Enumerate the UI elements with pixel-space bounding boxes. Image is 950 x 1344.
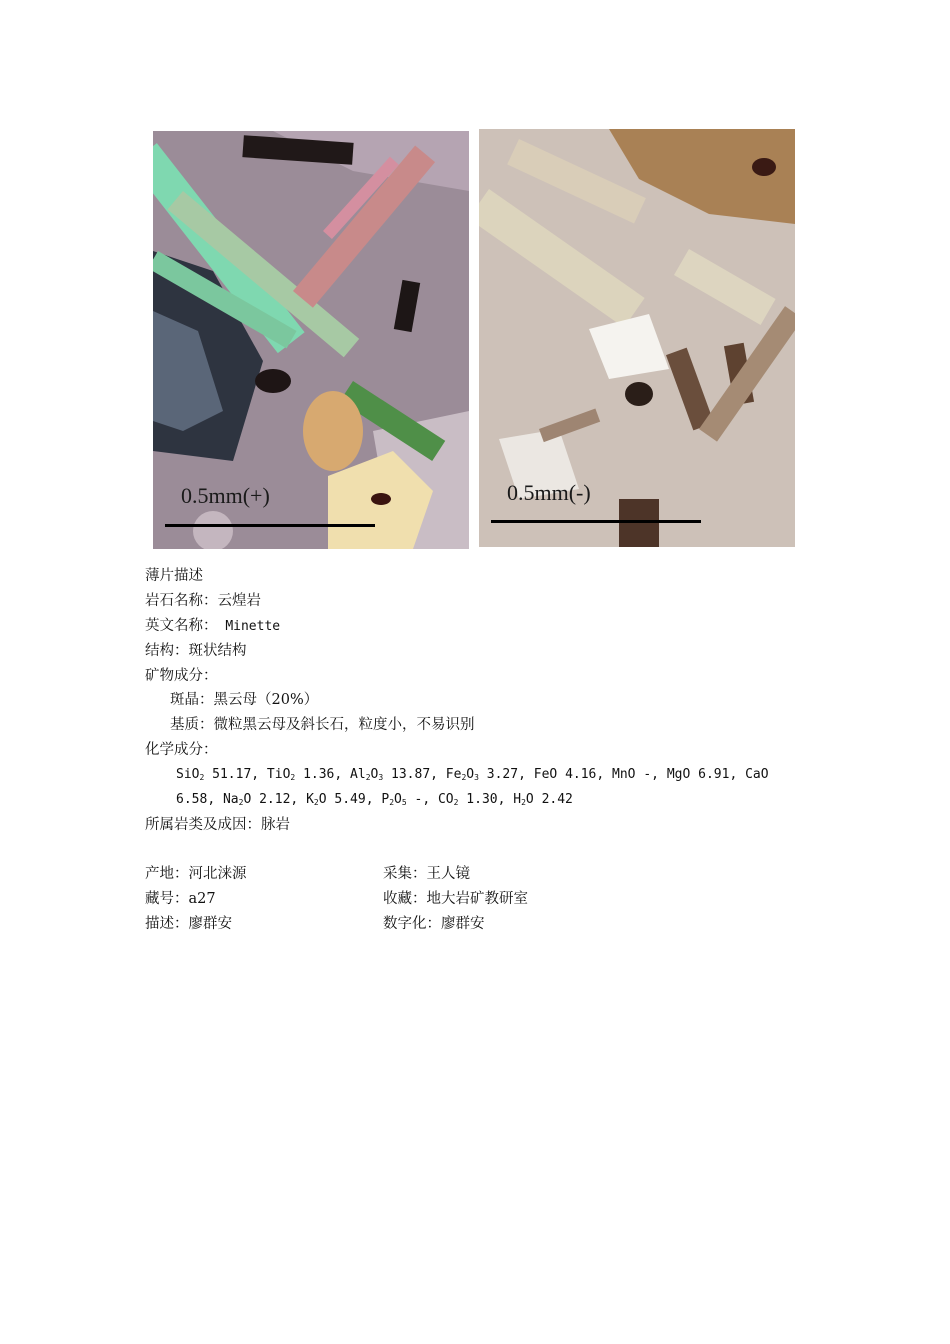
chem-al2o3: 13.87	[391, 767, 431, 782]
chem-co2: 1.30	[466, 792, 498, 807]
rock-name-value: 云煌岩	[217, 593, 261, 609]
texture-value: 斑状结构	[188, 643, 247, 659]
english-name-label: 英文名称：	[145, 618, 218, 634]
collection-row	[383, 889, 528, 909]
chem-feo: 4.16	[565, 767, 597, 782]
phenocryst-value: 黑云母（20%）	[213, 692, 319, 708]
collector-value: 王人镜	[426, 866, 470, 882]
texture-row	[145, 641, 247, 661]
photomicrograph-crossed-polars	[153, 131, 469, 549]
digitizer-row	[383, 914, 485, 934]
chem-h2o: 2.42	[541, 792, 573, 807]
photomicrograph-plane-polars	[479, 129, 795, 547]
section-title: 薄片描述	[145, 568, 203, 584]
groundmass-row	[170, 715, 475, 735]
origin-label: 产地：	[145, 866, 189, 882]
genesis-row	[145, 815, 290, 835]
scale-bar-plane	[491, 520, 701, 523]
texture-label: 结构：	[145, 643, 189, 659]
english-name-row	[145, 616, 280, 637]
collector-label: 采集：	[383, 866, 427, 882]
chem-na2o: 2.12	[259, 792, 291, 807]
genesis-label: 所属岩类及成因：	[145, 817, 261, 833]
scale-label-crossed: 0.5mm(+)	[181, 483, 270, 508]
groundmass-value: 微粒黑云母及斜长石，粒度小，不易识别	[213, 717, 475, 733]
digitizer-value: 廖群安	[441, 916, 485, 932]
chem-p2o5: -	[414, 792, 423, 807]
chem-mno: -	[643, 767, 652, 782]
chemistry-line-2: 6.58, $Na_2O$ 2.12, $K_2O$ 5.49, $P_2O_5$ -, $CO_2$ 1.30, $H_2O$ 2.42	[176, 792, 573, 807]
rock-name-label: 岩石名称：	[145, 593, 218, 609]
chem-tio2: 1.36	[303, 767, 335, 782]
describer-value: 廖群安	[188, 916, 232, 932]
describer-row	[145, 914, 232, 934]
origin-row	[145, 864, 247, 884]
genesis-value: 脉岩	[261, 817, 290, 833]
chem-fe2o3: 3.27	[486, 767, 519, 782]
describer-label: 描述：	[145, 916, 189, 932]
digitizer-label: 数字化：	[383, 916, 441, 932]
chem-sio2: 51.17	[212, 767, 252, 782]
collection-value: 地大岩矿教研室	[426, 891, 528, 907]
phenocryst-row	[170, 690, 318, 710]
chemistry-line-1: SiO$_2$ 51.17, TiO$_2$ 1.36, $Al_2O_3$ 13.87, $Fe_2O_3$ 3.27, FeO 4.16, MnO -, MgO 6.91, CaO	[176, 767, 769, 782]
collection-label: 收藏：	[383, 891, 427, 907]
origin-value: 河北涞源	[188, 866, 247, 882]
mineral-label: 矿物成分：	[145, 668, 218, 684]
collector-row	[383, 864, 470, 884]
scale-bar-crossed	[165, 524, 375, 527]
chem-mgo: 6.91	[698, 767, 730, 782]
chem-k2o: 5.49	[334, 792, 366, 807]
specimen-no-label: 藏号：	[145, 891, 189, 907]
groundmass-label: 基质：	[170, 717, 214, 733]
phenocryst-label: 斑晶：	[170, 692, 214, 708]
chem-cao: 6.58	[176, 792, 208, 807]
rock-name-row	[145, 591, 261, 611]
scale-label-plane: 0.5mm(-)	[507, 480, 591, 505]
specimen-no-row	[145, 889, 216, 909]
chem-label: 化学成分：	[145, 742, 218, 758]
specimen-no-value: a27	[188, 891, 216, 907]
english-name-value: Minette	[217, 619, 281, 634]
